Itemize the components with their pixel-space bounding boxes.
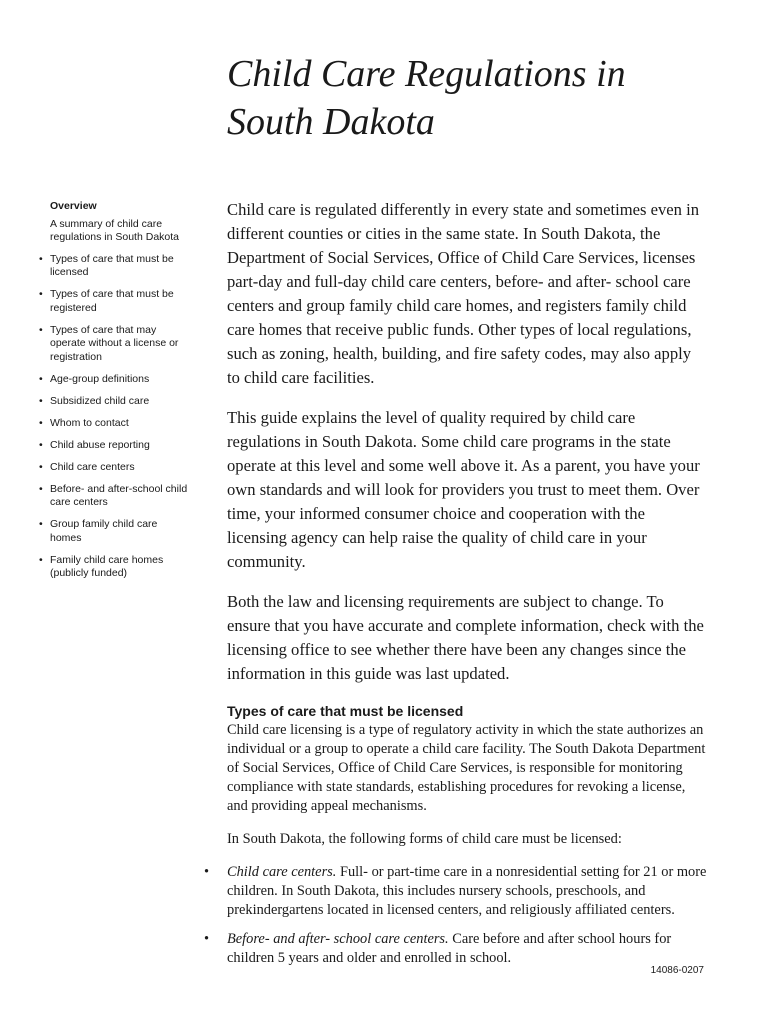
sidebar-item-centers: • Child care centers	[38, 461, 188, 475]
title-line-1: Child Care Regulations in	[227, 53, 626, 95]
document-code: 14086-0207	[650, 965, 704, 976]
licensing-definition-paragraph: Child care licensing is a type of regulatory activity in which the state authorizes an individual or a group to operate a child care facility. The South Dakota Department of Social Services, Office of Child Care Services, is responsible for monitoring compliance with state standards, establishing procedures for revoking a license, and providing appeal mechanisms.	[227, 722, 706, 814]
document-title	[227, 50, 727, 146]
intro-paragraph: Both the law and licensing requirements are subject to change. To ensure that you have accurate and complete information, check with the licensing office to see whether there have been any changes since the information in this guide was last updated.	[227, 592, 704, 683]
sidebar-heading: Overview	[50, 200, 97, 212]
sidebar-item-registered: • Types of care that must be registered	[38, 288, 188, 315]
bullet-text: Full- or part-time care in a nonresidential setting for 21 or more children. In South Dakota, this includes nursery schools, preschools, and prekindergartens located in licensed centers, and religiously affiliated centers.	[227, 864, 707, 918]
main-content	[204, 198, 707, 978]
section-heading-licensed: Types of care that must be licensed	[227, 703, 464, 719]
sidebar-item-subsidized: • Subsidized child care	[38, 395, 188, 409]
sidebar-item-licensed: • Types of care that must be licensed	[38, 253, 188, 280]
sidebar-summary: A summary of child care regulations in South Dakota	[50, 217, 179, 243]
title-line-2: South Dakota	[227, 101, 435, 143]
intro-paragraph: Child care is regulated differently in every state and sometimes even in different counties or cities in the same state. In South Dakota, the Department of Social Services, Office of Child Care Services, licenses part-day and full-day child care centers, before- and after- school care centers and group family child care homes, and registers family child care homes that receive public funds. Other types of local regulations, such as zoning, health, building, and fire safety codes, may also apply to child care facilities.	[227, 200, 699, 387]
sidebar-item-abuse-reporting: • Child abuse reporting	[38, 439, 188, 453]
sidebar-topic-list	[38, 253, 188, 581]
list-item-child-care-centers	[204, 863, 707, 920]
sidebar-item-family-homes: • Family child care homes (publicly funded)	[38, 554, 188, 581]
licensed-care-list	[204, 863, 707, 968]
sidebar-item-school-age-centers: • Before- and after-school child care centers	[38, 483, 188, 510]
bullet-icon: •	[204, 931, 210, 947]
bullet-text: Care before and after school hours for children 5 years and older and enrolled in school.	[227, 931, 672, 966]
sidebar-item-contact: • Whom to contact	[38, 417, 188, 431]
licensed-forms-intro: In South Dakota, the following forms of child care must be licensed:	[227, 831, 622, 847]
intro-section	[227, 198, 707, 686]
list-item-school-age-centers	[204, 930, 707, 968]
bullet-term: Before- and after- school care centers.	[227, 931, 449, 947]
intro-paragraph: This guide explains the level of quality required by child care regulations in South Dakota. Some child care programs in the state operate at this level and some well above it. As a parent, you have your own standards and will look for providers you trust to meet them. Over time, your informed consumer choice and cooperation with the licensing agency can help raise the quality of child care in your community.	[227, 408, 700, 571]
sidebar-item-age-groups: • Age-group definitions	[38, 373, 188, 387]
bullet-icon: •	[204, 864, 210, 880]
bullet-term: Child care centers.	[227, 864, 337, 880]
sidebar-item-exempt: • Types of care that may operate without a license or registration	[38, 324, 188, 365]
overview-sidebar	[38, 200, 188, 589]
sidebar-item-group-homes: • Group family child care homes	[38, 518, 188, 545]
